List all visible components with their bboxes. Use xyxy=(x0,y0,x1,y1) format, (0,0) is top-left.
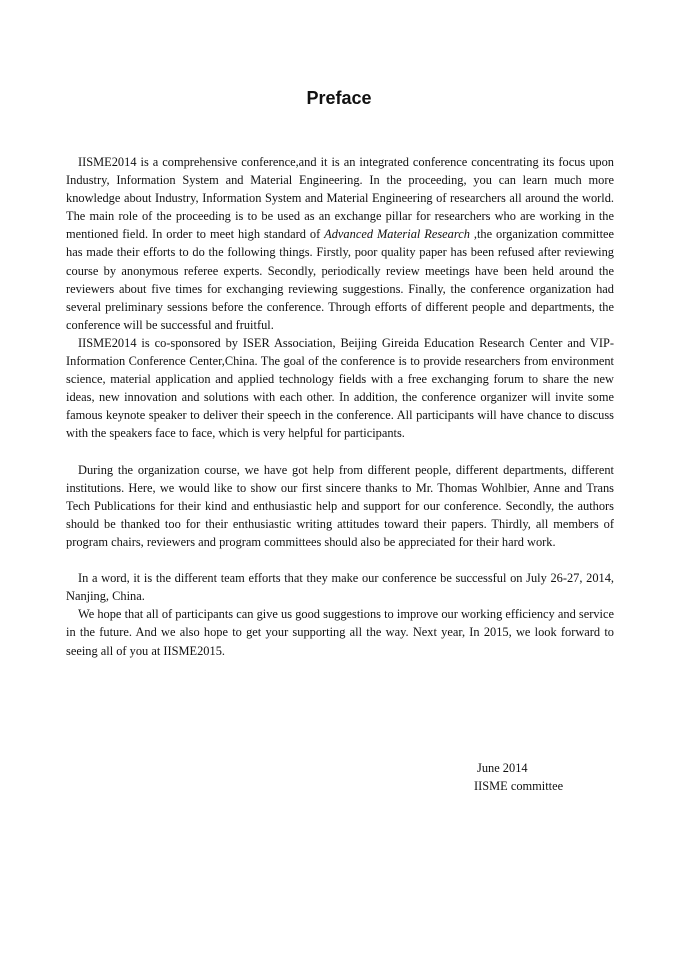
journal-title: Advanced Material Research xyxy=(324,227,470,242)
paragraph-4: In a word, it is the different team efforts that they make our conference be successful on July 26-27, 2014, Nanjing, China. xyxy=(66,571,614,604)
page-title: Preface xyxy=(306,88,372,108)
paragraph-3: During the organization course, we have got help from different people, different departments, different institutions. Here, we would like to show our first sincere thanks to Mr. Thomas Wohlbier, Anne and Trans Tech Publications for their kind and enthusiastic help and support for our conference. Secondly, the authors should be thanked too for their enthusiastic writing attitudes toward their papers. Thirdly, all members of program chairs, reviewers and program committees should also be appreciated for their hard work. xyxy=(66,462,614,549)
paragraph-1-text-start: IISME2014 is a comprehensive conference,and it is an integrated conference concentrating its focus upon Industry, Information System and Material Engineering. In the proceeding, you can learn much more knowledge about Industry, Information System and Material Engineering of researchers all around the world. The main role of the proceeding is to be used as an exchange pillar for researchers who are working in the mentioned field. In order to meet high standard of xyxy=(66,155,614,242)
signature-block xyxy=(474,759,563,795)
paragraph-1 xyxy=(66,153,614,334)
paragraph-5: We hope that all of participants can give us good suggestions to improve our working efficiency and service in the future. And we also hope to get your supporting all the way. Next year, In 2015, we look forward to seeing all of you at IISME2015. xyxy=(66,607,614,658)
paragraph-2: IISME2014 is co-sponsored by ISER Association, Beijing Gireida Education Research Center and VIP-Information Conference Center,China. The goal of the conference is to provide researchers from environment science, material application and applied technology fields with a free exchanging forum to share the new ideas, new innovation and solutions with each other. In addition, the conference organizer will invite some famous keynote speaker to deliver their speech in the conference. All participants will have chance to discuss with the speakers face to face, which is very helpful for participants. xyxy=(66,335,614,441)
paragraph-1-text-end: ,the organization committee has made their efforts to do the following things. Firstly, poor quality paper has been refused after reviewing course by anonymous referee experts. Secondly, periodically review meetings have been held around the reviewers about five times for exchanging reviewing suggestions. Finally, the conference organization had several preliminary sessions before the conference. Through efforts of different people and departments, the conference will be successful and fruitful. xyxy=(66,227,615,332)
signature-date: June 2014 xyxy=(477,761,528,775)
signature-committee: IISME committee xyxy=(474,779,564,793)
preface-body xyxy=(66,153,614,660)
